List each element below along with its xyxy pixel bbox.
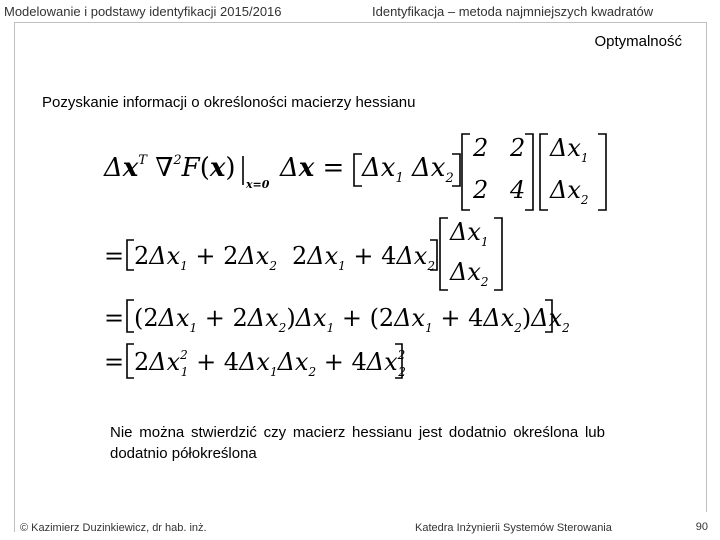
equation-line-3 — [104, 300, 570, 335]
equation-line-2 — [104, 218, 502, 290]
header-course-title: Modelowanie i podstawy identyfikacji 2015/2016 — [4, 4, 282, 19]
header-topic-title: Identyfikacja – metoda najmniejszych kwadratów — [372, 4, 654, 19]
frame-line-left — [14, 22, 15, 532]
equation-line-4 — [104, 344, 406, 379]
svg-text:=: = — [104, 304, 125, 332]
svg-text:4: 4 — [510, 176, 526, 204]
frame-line-right — [706, 22, 707, 512]
slide-subtitle: Pozyskanie informacji o określoności macierzy hessianu — [42, 94, 416, 111]
svg-text:2: 2 — [510, 134, 526, 162]
svg-text:2Δx21 + 4Δx1Δx2 + 4Δx22: $2\Delta x^2$ $1 + 4\Delta x_1\Delta x_2 + 4\Delta x^2$ 2 — [134, 348, 406, 379]
conclusion-note: Nie można stwierdzić czy macierz hessianu jest dodatnio określona lub dodatnio półokreślona — [110, 424, 605, 462]
footer-department: Katedra Inżynierii Systemów Sterowania — [415, 522, 612, 534]
hessian-equation — [100, 128, 620, 390]
footer-author: © Kazimierz Duzinkiewicz, dr hab. inż. — [20, 522, 207, 534]
frame-line-top — [14, 22, 706, 23]
svg-text:2Δx1 + 4Δx2: $2\Delta x_1 + 4\Delta x_2$ — [292, 242, 435, 273]
svg-text:Δx2: $\Delta x_2$ — [450, 258, 489, 289]
svg-text:=: = — [104, 242, 125, 270]
svg-text:Δx2: $\Delta x_2$ — [550, 176, 589, 207]
svg-text:Δx1: $\Delta x_1$ — [362, 153, 404, 186]
svg-text:ΔxT ∇2F(x): $\Delta x^T$ ∇$^2$F(x) — [104, 153, 236, 183]
page-number: 90 — [695, 521, 708, 533]
equation-line-1 — [103, 134, 606, 210]
svg-text:2: 2 — [473, 134, 489, 162]
svg-text:=: = — [104, 348, 125, 376]
svg-text:x=0: x=0 — [246, 178, 270, 191]
svg-text:Δx =: Δx = — [280, 153, 345, 183]
svg-text:2Δx1 + 2Δx2: $2\Delta x_1 + 2\Delta x_2$ — [134, 242, 277, 273]
svg-text:Δx1: $\Delta x_1$ — [550, 134, 589, 165]
slide-title: Optymalność — [594, 33, 682, 50]
svg-text:Δx2: $\Delta x_2$ — [412, 153, 454, 186]
svg-text:(2Δx1 + 2Δx2)Δx1 + (2Δx1 + 4Δx: $(2\Delta x_1 + 2\Delta x_2)\Delta x_1 + (2\Delta x_1 + 4\Delta x_2)\Delta x_2$ — [134, 304, 570, 335]
svg-text:2: 2 — [473, 176, 489, 204]
svg-text:Δx1: $\Delta x_1$ — [450, 218, 489, 249]
